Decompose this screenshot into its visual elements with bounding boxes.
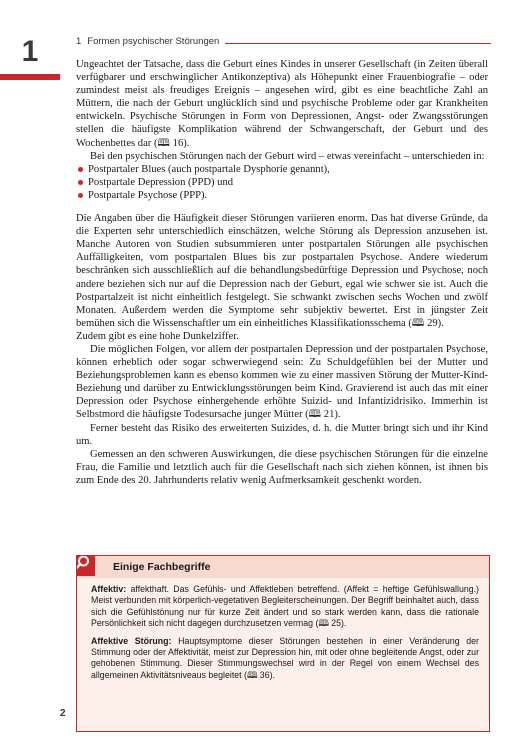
glossary-term: Affektive Störung: xyxy=(91,635,172,646)
running-head-rule xyxy=(225,43,491,44)
paragraph-5: Ferner besteht das Risiko des erweiterten Suizides, d. h. die Mutter bringt sich und ihr Kind um. xyxy=(76,422,488,447)
glossary-box xyxy=(76,555,490,732)
list-item: Postpartale Psychose (PPP). xyxy=(76,189,488,202)
paragraph-2: Bei den psychischen Störungen nach der Geburt wird – etwas vereinfacht – unterschieden in: xyxy=(90,150,485,162)
running-head xyxy=(76,34,491,48)
glossary-header xyxy=(77,556,489,578)
running-head-number: 1 xyxy=(76,35,82,47)
glossary-entry xyxy=(91,584,479,630)
magnifier-icon xyxy=(76,555,95,576)
paragraph-3b: Zudem gibt es eine hohe Dunkelziffer. xyxy=(76,330,239,342)
paragraph-4: Die möglichen Folgen, vor allem der postpartalen Depression und der postpartalen Psychose, können erheblich oder sogar schwerwiegend sein: Zu Schuldgefühlen bei der Mutter und Beziehungsproblemen kann es ebenso kommen wie zu einer massiven Störung der Mutter-Kind-Beziehung und darüber zu Entwicklungsstörungen beim Kind. Gravierend ist auch das mit einer Depression oder Psychose einhergehende erhöhte Suizid- und Infantizidrisiko. Immerhin ist Selbstmord die häufigste Todesursache junger Mütter (🕮 21). xyxy=(76,343,488,421)
chapter-number-tab: 1 xyxy=(0,30,60,74)
glossary-term: Affektiv: xyxy=(91,584,127,594)
chapter-tab-accent-bar xyxy=(0,74,60,80)
glossary-title: Einige Fachbegriffe xyxy=(113,561,211,573)
glossary-entry xyxy=(91,636,479,682)
paragraph-3: Die Angaben über die Häufigkeit dieser Störungen variieren enorm. Das hat diverse Gründe, da die Experten sehr unterschiedlich einschätzen, welche Störung als Depression anzusehen ist. Manche Autoren von Studien subsummieren unter postpartalen Störungen alle psychischen Auffälligkeiten, vom postpartalen Blues bis zur postpartalen Psychose. Andere wiederum beschränken sich ausschließlich auf die behandlungsbedürftige Depression und Psychose, noch andere beziehen sich nur auf die Depression nach der Geburt, egal wie schwer sie ist. Auch die Postpartalzeit ist nicht einheitlich festgelegt. Sie schwankt zwischen sechs Wochen und zwölf Monaten. Außerdem werden die Symptome sehr subjektiv bewertet. Erst in jüngster Zeit bemühen sich die Wissenschaftler um ein einheitliches Klassifikationsschema (🕮 29). xyxy=(76,213,488,329)
paragraph-1: Ungeachtet der Tatsache, dass die Geburt eines Kindes in unserer Gesellschaft (in Zeiten überall verfügbarer und erschwinglicher Antikonzeptiva) als Höhepunkt einer Frauenbiografie – oder zumindest meist als freudiges Ereignis – angesehen wird, gibt es eine beachtliche Zahl an Müttern, die nach der Geburt unglücklich sind und psychische Probleme oder gar Krankheiten entwickeln. Psychische Störungen in Form von Depressionen, Angst- oder Zwangsstörungen stellen die häufigste Komplikation während der Schwangerschaft, der Geburt und des Wochenbettes dar (🕮 16). xyxy=(76,59,488,149)
list-item: Postpartale Depression (PPD) und xyxy=(76,176,488,189)
disorder-list xyxy=(76,163,488,202)
glossary-definition: affekthaft. Das Gefühls- und Affektleben betreffend. (Affekt = heftige Gefühlswallung.) Meist verbunden mit körperlich-vegetativen Begleiterscheinungen. Der Begriff beinhaltet auch, dass sich die Gefühlstönung nur für kurze Zeit ändert und so stark werden kann, dass die rationale Persönlichkeit sich nicht dagegen durchzusetzen vermag (🕮 25). xyxy=(91,584,479,629)
glossary-definition: Hauptsymptome dieser Störungen bestehen in einer Veränderung der Stimmung oder der Affektivität, meist zur Depression hin, mit oder ohne begleitende Angst, oder zur gehobenen Stimmung. Dieser Stimmungswechsel wird in der Regel von einem Wechsel des allgemeinen Aktivitätsniveaus begleitet (🕮 36). xyxy=(91,635,479,680)
running-head-title: Formen psychischer Störungen xyxy=(87,35,220,47)
page-number: 2 xyxy=(60,708,66,719)
body-text xyxy=(76,58,488,487)
paragraph-6: Gemessen an den schweren Auswirkungen, die diese psychischen Störungen für die einzelne Frau, die Familie und letztlich auch für die Gesellschaft nach sich ziehen können, ist ihnen bis zum Ende des 20. Jahrhunderts relativ wenig Aufmerksamkeit geschenkt worden. xyxy=(76,448,488,486)
glossary-body xyxy=(77,578,489,693)
list-item: Postpartaler Blues (auch postpartale Dysphorie genannt), xyxy=(76,163,488,176)
